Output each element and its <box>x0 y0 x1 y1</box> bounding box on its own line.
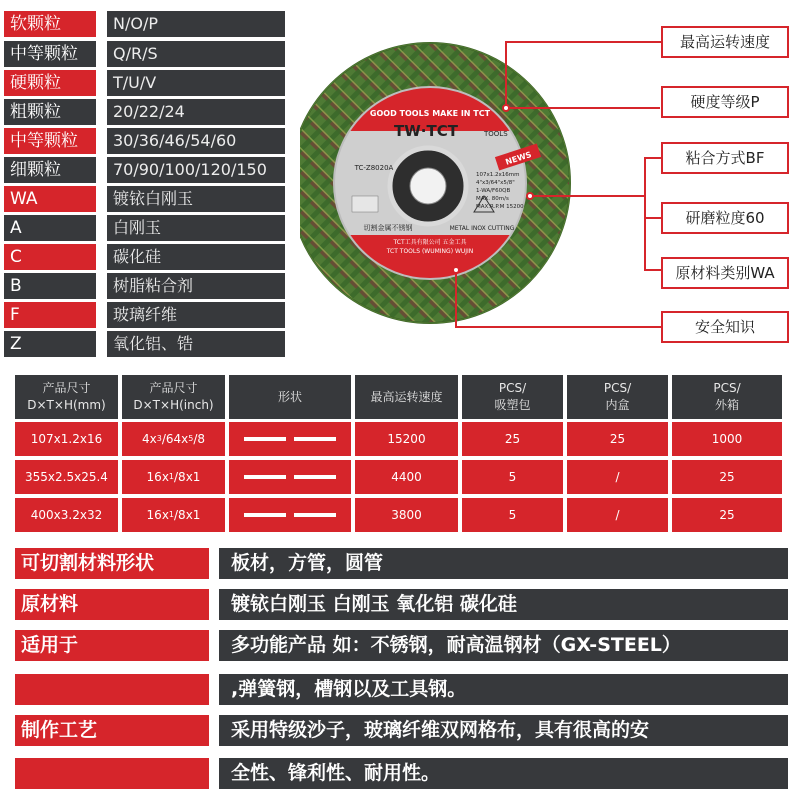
legend-value: 玻璃纤维 <box>107 302 285 328</box>
table-cell: 4400 <box>355 460 458 494</box>
inch-part: 16x <box>146 470 169 484</box>
header-line: 产品尺寸 <box>42 381 91 395</box>
table-cell: 5 <box>462 498 563 532</box>
table-header <box>15 375 118 419</box>
legend-key: 粗颗粒 <box>4 99 96 125</box>
disc-top-text: GOOD TOOLS MAKE IN TCT <box>369 109 491 118</box>
legend-key: B <box>4 273 96 299</box>
callout-bond-type: 粘合方式BF <box>661 142 789 174</box>
disc-spec-line: 1-WA/F60QB <box>476 188 511 194</box>
inch-part: 16x <box>146 508 169 522</box>
legend-value: N/O/P <box>107 11 285 37</box>
table-cell: 1000 <box>672 422 782 456</box>
table-cell: 16x 1 /8x1 <box>122 460 225 494</box>
table-cell: 25 <box>462 422 563 456</box>
callout-grit: 研磨粒度60 <box>661 202 789 234</box>
table-cell: 5 <box>462 460 563 494</box>
table-cell: 16x 1 /8x1 <box>122 498 225 532</box>
disc-spec-line: MAX. 80m/s <box>476 196 509 202</box>
info-label: 适用于 <box>15 630 209 661</box>
legend-key: 软颗粒 <box>4 11 96 37</box>
legend-key: 硬颗粒 <box>4 70 96 96</box>
table-cell: 15200 <box>355 422 458 456</box>
header-line: D×T×H(inch) <box>133 398 214 412</box>
header-line: D×T×H(mm) <box>27 398 106 412</box>
header-line: 产品尺寸 <box>149 381 198 395</box>
info-label: 原材料 <box>15 589 209 620</box>
header-line: 吸塑包 <box>494 398 531 412</box>
header-line: PCS/ <box>603 381 632 395</box>
legend-value: 30/36/46/54/60 <box>107 128 285 154</box>
table-cell: 3800 <box>355 498 458 532</box>
disc-profile-shape <box>244 513 336 517</box>
info-value: 全性、锋利性、耐用性。 <box>219 758 788 789</box>
legend-value: 白刚玉 <box>107 215 285 241</box>
header-line: PCS/ <box>713 381 741 395</box>
legend-value: 20/22/24 <box>107 99 285 125</box>
inch-part: /8x1 <box>174 508 201 522</box>
header-line: 形状 <box>277 389 302 404</box>
disc-profile-shape <box>244 475 336 479</box>
table-cell: / <box>567 460 668 494</box>
callout-max-speed: 最高运转速度 <box>661 26 789 58</box>
info-value: 板材，方管，圆管 <box>219 548 788 579</box>
info-value: 多功能产品 如：不锈钢，耐高温钢材（GX-STEEL） <box>219 630 788 661</box>
disc-model: TC-Z8020A <box>354 164 394 172</box>
info-label <box>15 674 209 705</box>
disc-bottom-line: TCT TOOLS (WUMING) WUJIN <box>386 248 474 255</box>
legend-key: C <box>4 244 96 270</box>
header-line: 内盒 <box>605 398 630 412</box>
table-header <box>122 375 225 419</box>
legend-key: 中等颗粒 <box>4 128 96 154</box>
table-header <box>567 375 668 419</box>
legend-value: 树脂粘合剂 <box>107 273 285 299</box>
table-header <box>355 375 458 419</box>
info-value: ,弹簧钢，槽钢以及工具钢。 <box>219 674 788 705</box>
info-value: 镀铱白刚玉 白刚玉 氧化铝 碳化硅 <box>219 589 788 620</box>
legend-value: T/U/V <box>107 70 285 96</box>
table-cell-shape <box>229 498 351 532</box>
disc-left-caption: 切割金属不锈钢 <box>363 224 413 232</box>
legend-key: Z <box>4 331 96 357</box>
table-header <box>229 375 351 419</box>
table-cell: / <box>567 498 668 532</box>
table-cell: 107x1.2x16 <box>15 422 118 456</box>
callout-hardness: 硬度等级P <box>661 86 789 118</box>
legend-value: 碳化硅 <box>107 244 285 270</box>
disc-spec-line: 107x1.2x16mm <box>476 172 520 178</box>
table-cell: 25 <box>672 460 782 494</box>
disc-bottom-line: TCT工具有限公司 五金工具 <box>393 239 467 246</box>
disc-spec-line: 4"x3/64"x5/8" <box>476 180 515 186</box>
table-cell: 25 <box>672 498 782 532</box>
legend-value: 70/90/100/120/150 <box>107 157 285 183</box>
info-label <box>15 758 209 789</box>
legend-key: 中等颗粒 <box>4 41 96 67</box>
table-cell-shape <box>229 422 351 456</box>
disc-brand: TW·TCT <box>394 122 458 140</box>
header-line: 外箱 <box>714 398 739 412</box>
disc-brand-suffix: TOOLS <box>484 130 508 138</box>
table-cell: 355x2.5x25.4 <box>15 460 118 494</box>
info-label: 制作工艺 <box>15 715 209 746</box>
legend-value: 氧化铝、锆 <box>107 331 285 357</box>
legend-key: A <box>4 215 96 241</box>
table-cell: 25 <box>567 422 668 456</box>
legend-key: 细颗粒 <box>4 157 96 183</box>
legend-value: Q/R/S <box>107 41 285 67</box>
table-header <box>462 375 563 419</box>
table-header <box>672 375 782 419</box>
callout-safety: 安全知识 <box>661 311 789 343</box>
legend-key: F <box>4 302 96 328</box>
disc-spec-line: MAX.R.P.M 15200 <box>476 204 524 210</box>
header-line: PCS/ <box>498 381 527 395</box>
callout-material: 原材料类别WA <box>661 257 789 289</box>
info-label: 可切割材料形状 <box>15 548 209 579</box>
legend-value: 镀铱白刚玉 <box>107 186 285 212</box>
inch-part: /8 <box>193 432 206 446</box>
disc-badge-text: NEWS <box>504 150 533 167</box>
table-cell-shape <box>229 460 351 494</box>
legend-key: WA <box>4 186 96 212</box>
header-line: 最高运转速度 <box>370 389 443 404</box>
inch-part: /64x <box>161 432 189 446</box>
table-cell: 400x3.2x32 <box>15 498 118 532</box>
info-value: 采用特级沙子，玻璃纤维双网格布，具有很高的安 <box>219 715 788 746</box>
disc-profile-shape <box>244 437 336 441</box>
table-cell: 4x 3 /64x 5 /8 <box>122 422 225 456</box>
inch-part: /8x1 <box>174 470 201 484</box>
inch-part: 4x <box>141 432 157 446</box>
disc-right-caption: METAL INOX CUTTING <box>449 225 515 232</box>
